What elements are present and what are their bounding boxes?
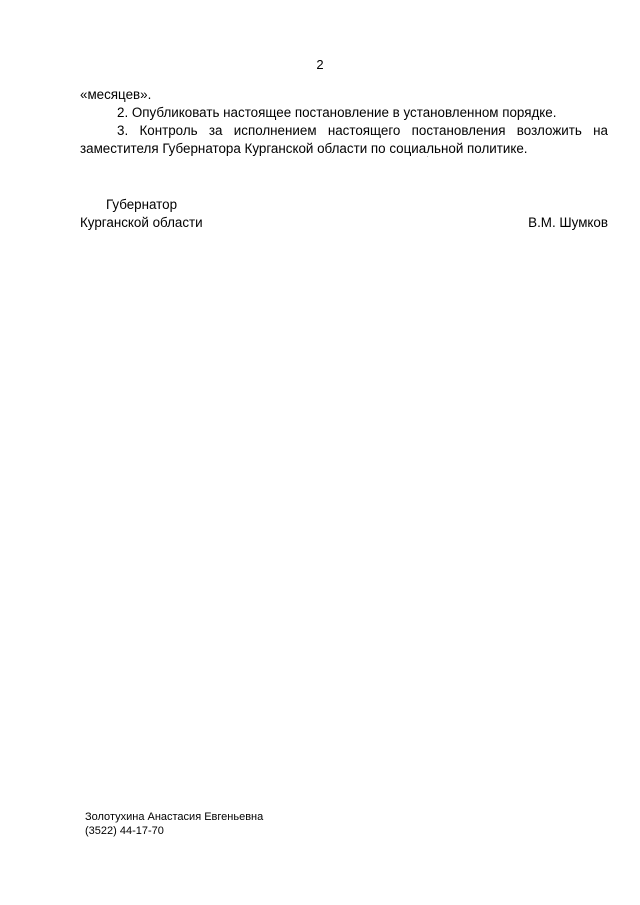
executor-name: Золотухина Анастасия Евгеньевна: [85, 811, 264, 823]
executor-phone: (3522) 44-17-70: [85, 825, 164, 837]
signature-title-line-1: Губернатор: [106, 197, 178, 212]
signature-block: [80, 196, 608, 232]
executor-block: [85, 810, 263, 838]
signature-title-line-2: Курганской области: [80, 215, 203, 230]
paragraph-item-3: 3. Контроль за исполнением настоящего постановления возложить на заместителя Губернатора Курганской области по социальной политике.: [80, 123, 608, 156]
signature-row: [80, 214, 608, 232]
paragraph-continuation: «месяцев».: [80, 87, 152, 102]
page-number: 2: [316, 57, 324, 72]
paragraph-item-2: 2. Опубликовать настоящее постановление в установленном порядке.: [117, 105, 557, 120]
signatory-name: В.М. Шумков: [528, 215, 608, 230]
document-body: [80, 86, 608, 158]
scan-speck: [427, 156, 428, 157]
